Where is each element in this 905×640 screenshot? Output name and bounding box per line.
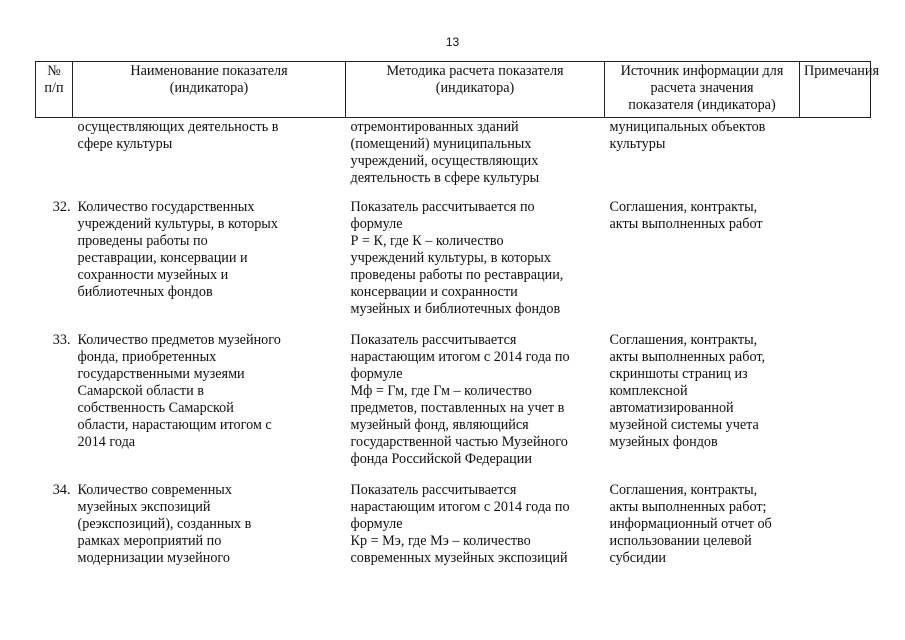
information-source-cell: Соглашения, контракты, акты выполненных работ, скриншоты страниц из комплексной автоматизированной музейной системы учета музейных фондов: [609, 332, 766, 450]
header-number: № п/п: [36, 62, 73, 118]
table-row-continuation: [36, 118, 871, 200]
header-calculation-method: Методика расчета показателя (индикатора): [346, 62, 605, 118]
calculation-method-cell: Показатель рассчитывается нарастающим итогом с 2014 года по формуле Мф = Гм, где Гм – количество предметов, поставленных на учет в музейный фонд, являющийся государственной частью Музейного фонда Российской Федерации: [350, 332, 570, 467]
indicators-table: [35, 61, 879, 567]
indicator-name-cell: Количество современных музейных экспозиций (реэкспозиций), созданных в рамках мероприятий по модернизации музейного: [77, 482, 252, 566]
indicator-name-cell: Количество предметов музейного фонда, приобретенных государственными музеями Самарской области в собственность Самарской области, нарастающим итогом с 2014 года: [77, 332, 281, 450]
table-row: [36, 199, 871, 332]
indicator-name-cell: осуществляющих деятельность в сфере культуры: [77, 119, 279, 152]
notes-cell: [800, 118, 871, 200]
calculation-method-cell: Показатель рассчитывается по формуле Р = К, где К – количество учреждений культуры, в которых проведены работы по реставрации, консервации и сохранности музейных и библиотечных фондов: [350, 199, 564, 317]
row-number-cell: 34.: [52, 482, 71, 498]
table-row: [36, 332, 871, 482]
table-header: [36, 62, 879, 118]
page-number: 13: [445, 35, 460, 49]
row-number-cell: [36, 118, 73, 200]
header-notes: Примечания: [800, 62, 871, 118]
row-number-cell: 33.: [52, 332, 71, 348]
header-row: [36, 62, 871, 118]
header-indicator-name: Наименование показателя (индикатора): [73, 62, 346, 118]
notes-cell: [800, 482, 871, 567]
table-row: [36, 482, 871, 567]
notes-cell: [800, 199, 871, 332]
calculation-method-cell: Показатель рассчитывается нарастающим итогом с 2014 года по формуле Кр = Мэ, где Мэ – количество современных музейных экспозиций: [350, 482, 570, 566]
information-source-cell: Соглашения, контракты, акты выполненных работ; информационный отчет об использовании целевой субсидии: [609, 482, 772, 566]
calculation-method-cell: отремонтированных зданий (помещений) муниципальных учреждений, осуществляющих деятельность в сфере культуры: [350, 119, 540, 186]
notes-cell: [800, 332, 871, 482]
information-source-cell: Соглашения, контракты, акты выполненных работ: [609, 199, 763, 232]
indicator-name-cell: Количество государственных учреждений культуры, в которых проведены работы по реставрации, консервации и сохранности музейных и библиотечных фондов: [77, 199, 278, 300]
table-body: [36, 118, 871, 568]
information-source-cell: муниципальных объектов культуры: [609, 119, 766, 152]
header-information-source: Источник информации для расчета значения показателя (индикатора): [605, 62, 800, 118]
row-number-cell: 32.: [52, 199, 71, 215]
